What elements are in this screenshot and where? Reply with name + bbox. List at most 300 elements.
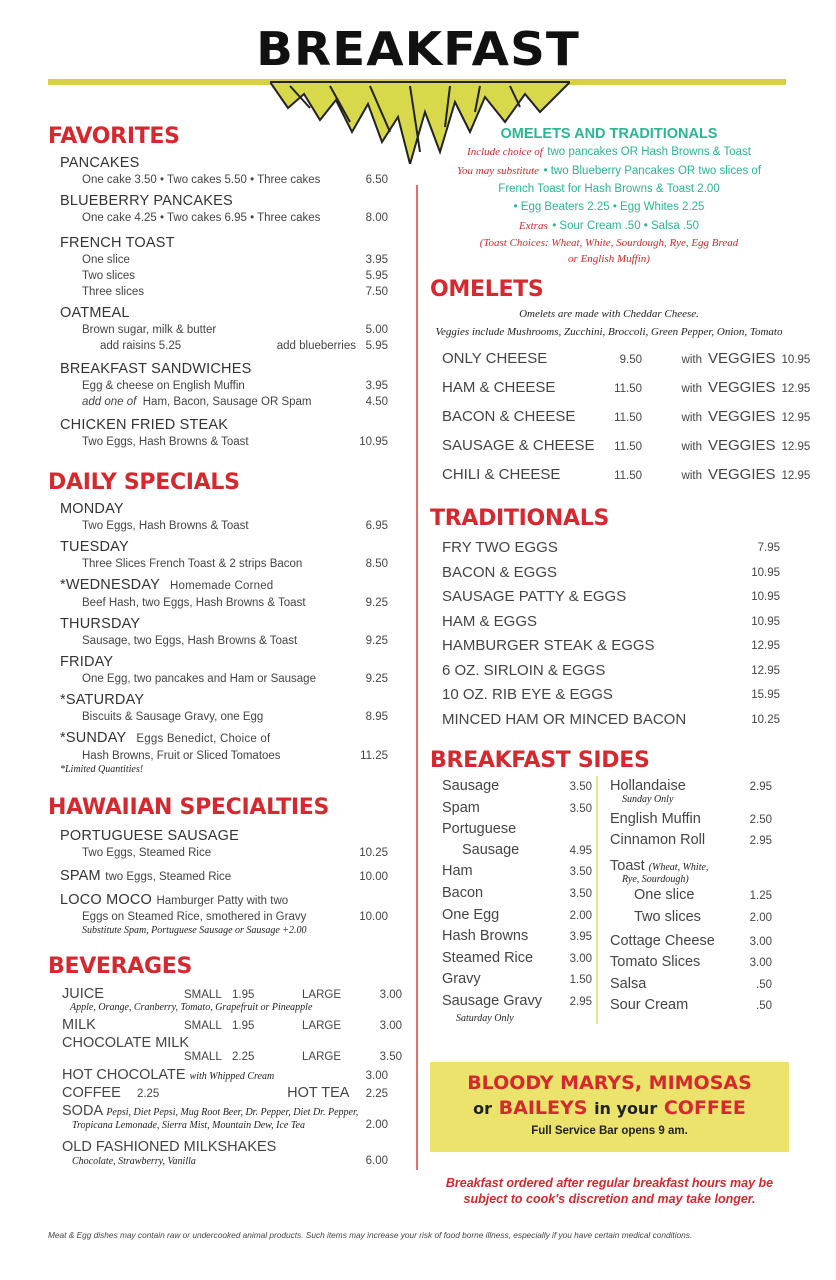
side-name: Spam: [442, 799, 480, 816]
omelet-veggies-label: VEGGIES: [708, 408, 776, 425]
traditional-name: 10 OZ. RIB EYE & EGGS: [442, 686, 613, 703]
choice-line: [430, 142, 788, 161]
sandwiches-price: 3.95: [365, 380, 388, 392]
choc-milk-small: SMALL: [184, 1051, 222, 1063]
day-row: [48, 671, 388, 687]
om-trad-heading: OMELETS AND TRADITIONALS: [500, 126, 718, 142]
side-row: [442, 969, 596, 991]
juice-note: Apple, Orange, Cranberry, Tomato, Grapefruit or Pineapple: [70, 1002, 313, 1013]
side-name: Sausage Gravy: [442, 992, 542, 1009]
side-name: Bacon: [442, 884, 484, 901]
sides-heading: BREAKFAST SIDES: [430, 748, 650, 773]
oatmeal-name: OATMEAL: [60, 305, 130, 321]
side-name: Sausage: [462, 841, 520, 858]
toast-choices-2: or English Muffin): [568, 253, 650, 265]
omelet-name: HAM & CHEESE: [442, 379, 556, 396]
sandwiches-addon-label: add one of: [82, 396, 137, 408]
side-name: Portuguese: [442, 821, 517, 838]
sub-line: [430, 161, 788, 180]
side-name: Tomato Slices: [610, 954, 701, 971]
side-name: One Egg: [442, 906, 500, 923]
french-toast-name: FRENCH TOAST: [60, 235, 175, 251]
milk-small-price: 1.95: [232, 1020, 255, 1032]
omelet-veggies-label: VEGGIES: [708, 437, 776, 454]
ft-price-2: 5.95: [365, 270, 388, 282]
day-name: TUESDAY: [60, 539, 129, 555]
extras-text: • Sour Cream .50 • Salsa .50: [552, 220, 699, 232]
side-name: Steamed Rice: [442, 949, 534, 966]
side-name: Gravy: [442, 971, 481, 988]
omelet-veggie-price: 12.95: [781, 441, 811, 453]
traditional-name: SAUSAGE PATTY & EGGS: [442, 588, 627, 605]
hot-choc-price: 3.00: [365, 1070, 388, 1082]
toast-note-2: Rye, Sourdough): [622, 874, 689, 886]
tea-name: HOT TEA: [287, 1085, 350, 1101]
milk-row: [62, 1017, 402, 1033]
coffee-name: COFFEE: [62, 1085, 121, 1101]
day-line: [48, 691, 388, 709]
oatmeal-blueberries: add blueberries: [276, 340, 357, 352]
hot-choc-name: HOT CHOCOLATE: [62, 1067, 186, 1083]
day-row: [48, 633, 388, 649]
side-english: [610, 809, 776, 831]
omelet-list: [430, 345, 811, 490]
pancakes-row: [48, 172, 388, 188]
traditional-price: 12.95: [751, 640, 780, 652]
sub-text-1: • two Blueberry Pancakes OR two slices of: [543, 165, 762, 177]
right-column: [430, 120, 811, 1024]
traditional-price: 12.95: [751, 664, 780, 677]
choc-milk-small-price: 2.25: [232, 1051, 255, 1063]
side-price: 2.00: [569, 909, 592, 922]
oatmeal-desc: Brown sugar, milk & butter: [82, 324, 217, 336]
side-price: 2.95: [749, 781, 772, 793]
side-row: [610, 974, 776, 996]
side-name: Toast: [610, 857, 645, 874]
bar-or: or: [473, 1099, 493, 1118]
ft-label-1: One slice: [82, 254, 130, 266]
traditional-name: BACON & EGGS: [442, 563, 558, 581]
omelet-with: with: [681, 441, 702, 453]
side-name: Cottage Cheese: [610, 932, 715, 949]
shakes-name: OLD FASHIONED MILKSHAKES: [62, 1139, 277, 1155]
sides-table: [430, 776, 788, 1024]
oatmeal-row: [48, 322, 388, 338]
day-price: 11.25: [360, 750, 388, 762]
juice-small-price: 1.95: [232, 989, 255, 1001]
day-price: 9.25: [365, 635, 388, 647]
side-price: 3.50: [569, 781, 592, 793]
beverages-heading: BEVERAGES: [48, 954, 193, 979]
traditional-name: MINCED HAM OR MINCED BACON: [442, 710, 687, 728]
side-price: 1.50: [569, 974, 592, 987]
daily-list: [48, 500, 388, 764]
traditional-row: [430, 659, 780, 684]
omelet-price: 11.50: [614, 470, 642, 482]
day-price: 6.95: [365, 520, 388, 532]
left-column: [48, 120, 402, 1167]
traditional-price: 15.95: [751, 689, 780, 701]
day-line: [48, 615, 388, 633]
omelet-veggies-label: VEGGIES: [708, 350, 776, 367]
side-price: 2.50: [749, 813, 772, 826]
traditional-row: [430, 585, 780, 610]
choc-milk-large: LARGE: [302, 1051, 341, 1063]
traditional-price: 10.25: [751, 713, 780, 726]
side-price: 2.95: [749, 835, 772, 848]
soda-price: 2.00: [365, 1119, 388, 1131]
side-two-slices: [610, 907, 776, 929]
side-row: [442, 819, 596, 840]
ft-row-2: [48, 268, 388, 284]
bar-in-your: in your: [594, 1099, 658, 1118]
omelet-veggie-price: 10.95: [781, 354, 811, 366]
day-inline: Homemade Corned: [170, 580, 274, 592]
omelet-name: ONLY CHEESE: [442, 350, 548, 367]
side-price: 2.00: [749, 911, 772, 924]
omelet-veggie: [708, 461, 811, 490]
daily-special: [48, 729, 388, 764]
side-name: Two slices: [634, 908, 701, 925]
chicken-desc: Two Eggs, Hash Browns & Toast: [82, 436, 249, 448]
day-desc: Hash Browns, Fruit or Sliced Tomatoes: [82, 750, 281, 762]
blueberry-options: One cake 4.25 • Two cakes 6.95 • Three cakes: [82, 212, 321, 224]
oatmeal-addons: [48, 338, 388, 354]
daily-special: [48, 576, 388, 611]
hot-choc-note: with Whipped Cream: [189, 1071, 275, 1082]
omelet-row: [430, 403, 811, 432]
pancakes-options: One cake 3.50 • Two cakes 5.50 • Three cakes: [82, 174, 321, 186]
portuguese-desc: Two Eggs, Steamed Rice: [82, 847, 212, 859]
milk-small: SMALL: [184, 1020, 222, 1032]
side-price: .50: [756, 978, 772, 991]
side-price: 3.00: [569, 952, 592, 965]
spam-name: SPAM: [60, 868, 101, 884]
day-desc: Beef Hash, two Eggs, Hash Browns & Toast: [82, 597, 306, 609]
bar-line-2: [430, 1096, 789, 1121]
side-row: [610, 952, 776, 974]
chicken-row: [48, 434, 388, 450]
juice-name: JUICE: [62, 986, 104, 1002]
sandwiches-addon-text: Ham, Bacon, Sausage OR Spam: [142, 396, 312, 408]
omelet-row: [430, 461, 811, 490]
traditional-price: 10.95: [751, 615, 780, 628]
side-price: .50: [756, 1000, 772, 1013]
side-price: 3.00: [749, 957, 772, 970]
side-price: 3.95: [569, 931, 592, 944]
soda-row: [62, 1119, 388, 1131]
side-price: 2.95: [569, 995, 592, 1008]
sandwiches-name: BREAKFAST SANDWICHES: [60, 361, 252, 377]
omelet-veggie: [708, 345, 811, 374]
sunday-only-note: Sunday Only: [622, 793, 674, 805]
omelet-veggie: [708, 432, 811, 461]
omelet-veggie-price: 12.95: [781, 383, 811, 395]
ft-row-3: [48, 284, 388, 300]
side-name: Hollandaise: [610, 778, 686, 794]
omelet-price: 9.50: [619, 354, 642, 366]
sides-col-2: [598, 776, 776, 1024]
shakes-row: [62, 1155, 388, 1167]
sandwiches-addon: [48, 394, 388, 410]
day-name: *SUNDAY: [60, 730, 127, 746]
favorites-heading: FAVORITES: [48, 124, 180, 149]
juice-row: [62, 986, 402, 1002]
side-name: Hash Browns: [442, 928, 529, 945]
omelet-with: with: [681, 354, 702, 366]
day-name: THURSDAY: [60, 616, 141, 632]
bar-line-1: BLOODY MARYS, MIMOSAS: [467, 1072, 752, 1094]
omelet-veggies-label: VEGGIES: [708, 379, 776, 396]
soda-name: SODA: [62, 1103, 103, 1119]
choc-milk-row: [62, 1051, 402, 1063]
toast-choices-1: (Toast Choices: Wheat, White, Sourdough, Rye, Egg Bread: [479, 237, 739, 249]
coffee-row: [62, 1085, 388, 1101]
side-name: Sausage: [442, 778, 500, 794]
ft-price-3: 7.50: [365, 286, 388, 298]
hawaiian-heading: HAWAIIAN SPECIALTIES: [48, 795, 330, 820]
omelet-veggie-price: 12.95: [781, 470, 811, 482]
omelets-note-1: Omelets are made with Cheddar Cheese.: [519, 308, 699, 320]
daily-special: [48, 691, 388, 725]
limited-note: *Limited Quantities!: [60, 764, 144, 775]
choice-label: Include choice of: [467, 146, 543, 158]
day-desc: One Egg, two pancakes and Ham or Sausage: [82, 673, 316, 685]
omelet-price: 11.50: [614, 441, 642, 453]
side-name: Sour Cream: [610, 997, 689, 1014]
sub-text-2: French Toast for Hash Browns & Toast 2.00: [498, 183, 720, 195]
blueberry-name: BLUEBERRY PANCAKES: [60, 193, 233, 209]
side-cinnamon: [610, 830, 776, 852]
extras-line: [430, 216, 788, 235]
pancakes-name: PANCAKES: [60, 155, 140, 171]
traditional-price: 7.95: [757, 542, 780, 554]
portuguese-price: 10.25: [359, 847, 388, 859]
omelet-veggie: [708, 403, 811, 432]
day-desc: Three Slices French Toast & 2 strips Bacon: [82, 558, 303, 570]
juice-large: LARGE: [302, 989, 341, 1001]
side-name: One slice: [634, 887, 695, 904]
day-price: 9.25: [365, 673, 388, 685]
loco-name: LOCO MOCO: [60, 892, 153, 908]
bar-baileys: BAILEYS: [498, 1097, 588, 1119]
spam-row: [48, 867, 388, 885]
ft-price-1: 3.95: [365, 254, 388, 266]
sandwiches-addon-price: 4.50: [365, 396, 388, 408]
day-price: 8.95: [365, 711, 388, 723]
spam-price: 10.00: [359, 871, 388, 883]
omelet-with: with: [681, 412, 702, 424]
sub-label: You may substitute: [456, 165, 540, 177]
oatmeal-blue-price: 5.95: [365, 340, 388, 352]
side-row: [442, 991, 596, 1013]
spam-desc: two Eggs, Steamed Rice: [105, 871, 232, 883]
day-row: [48, 556, 388, 572]
omelet-veggies-label: VEGGIES: [708, 466, 776, 483]
omelet-with: with: [681, 470, 702, 482]
omelet-with: with: [681, 383, 702, 395]
traditional-name: FRY TWO EGGS: [442, 539, 558, 556]
side-price: 1.25: [749, 890, 772, 903]
side-row: [442, 883, 596, 905]
blueberry-price: 8.00: [365, 212, 388, 224]
side-name: Ham: [442, 863, 473, 880]
omelet-name: CHILI & CHEESE: [442, 466, 561, 483]
shakes-price: 6.00: [365, 1155, 388, 1167]
day-name: *SATURDAY: [60, 692, 145, 708]
traditional-name: HAMBURGER STEAK & EGGS: [442, 637, 655, 654]
traditional-row: [430, 634, 780, 659]
ft-label-2: Two slices: [82, 270, 136, 282]
traditional-row: [430, 683, 780, 708]
egg-options: • Egg Beaters 2.25 • Egg Whites 2.25: [513, 201, 705, 213]
choc-milk-large-price: 3.50: [379, 1051, 402, 1063]
day-desc: Biscuits & Sausage Gravy, one Egg: [82, 711, 264, 723]
traditional-price: 10.95: [751, 566, 780, 579]
shakes-note: Chocolate, Strawberry, Vanilla: [72, 1156, 196, 1167]
oatmeal-price: 5.00: [365, 324, 388, 336]
chicken-name: CHICKEN FRIED STEAK: [60, 417, 229, 433]
day-desc: Two Eggs, Hash Browns & Toast: [82, 520, 249, 532]
side-one-slice: [610, 885, 776, 907]
loco-row: [48, 909, 388, 925]
day-inline: Eggs Benedict, Choice of: [136, 733, 271, 745]
pancakes-price: 6.50: [365, 174, 388, 186]
hot-choc-row: [62, 1067, 388, 1083]
omelet-price: 11.50: [614, 412, 642, 424]
side-row: [610, 995, 776, 1017]
juice-small: SMALL: [184, 989, 222, 1001]
traditionals-heading: TRADITIONALS: [430, 506, 610, 531]
milk-large: LARGE: [302, 1020, 341, 1032]
soda-note2: Tropicana Lemonade, Sierra Mist, Mountain Dew, Ice Tea: [72, 1120, 305, 1131]
side-price: 3.50: [569, 887, 592, 900]
traditionals-list: [430, 536, 788, 732]
loco-price: 10.00: [359, 911, 388, 923]
omelet-veggie: [708, 374, 811, 403]
day-line: [48, 500, 388, 518]
sandwiches-row: [48, 378, 388, 394]
daily-special: [48, 653, 388, 687]
chicken-price: 10.95: [359, 436, 388, 448]
ft-label-3: Three slices: [82, 286, 144, 298]
day-row: [48, 709, 388, 725]
day-line: [48, 538, 388, 556]
toast-note-1: (Wheat, White,: [648, 861, 709, 873]
extras-label: Extras: [519, 220, 548, 232]
daily-special: [48, 538, 388, 572]
omelets-note-2: Veggies include Mushrooms, Zucchini, Broccoli, Green Pepper, Onion, Tomato: [435, 326, 783, 338]
portuguese-row: [48, 845, 388, 861]
sandwiches-desc: Egg & cheese on English Muffin: [82, 380, 245, 392]
coffee-price: 2.25: [136, 1088, 160, 1100]
late-order-note: Breakfast ordered after regular breakfast hours may be subject to cook's discretion and may take longer.: [445, 1176, 774, 1206]
page-title: BREAKFAST: [256, 22, 580, 76]
traditional-price: 10.95: [751, 591, 780, 603]
bar-banner: [430, 1062, 789, 1152]
column-divider: [416, 185, 418, 1170]
bar-hours: Full Service Bar opens 9 am.: [531, 1125, 688, 1137]
traditional-name: 6 OZ. SIRLOIN & EGGS: [442, 661, 606, 679]
side-row: [442, 840, 596, 862]
omelet-veggie-price: 12.95: [781, 412, 811, 424]
side-price: 3.50: [569, 802, 592, 815]
choice-text: two pancakes OR Hash Browns & Toast: [547, 146, 751, 158]
daily-special: [48, 500, 388, 534]
omelet-name: SAUSAGE & CHEESE: [442, 437, 595, 454]
day-line: [48, 729, 388, 748]
side-name: Cinnamon Roll: [610, 832, 706, 849]
day-name: MONDAY: [60, 501, 124, 517]
day-row: [48, 595, 388, 611]
loco-desc2: Eggs on Steamed Rice, smothered in Gravy: [82, 911, 307, 923]
day-price: 9.25: [365, 597, 388, 609]
traditional-name: HAM & EGGS: [442, 612, 538, 630]
portuguese-name: PORTUGUESE SAUSAGE: [60, 828, 239, 844]
traditional-row: [430, 610, 780, 635]
side-row: [442, 798, 596, 820]
side-row: [442, 905, 596, 927]
loco-substitute: [48, 925, 388, 936]
traditional-row: [430, 561, 780, 586]
side-row: [610, 931, 776, 953]
omelet-price: 11.50: [614, 383, 642, 395]
tea-price: 2.25: [365, 1088, 388, 1100]
loco-sub-price: +2.00: [282, 925, 307, 936]
blueberry-row: [48, 210, 388, 226]
daily-special: [48, 615, 388, 649]
side-row: [442, 926, 596, 948]
day-row: [48, 518, 388, 534]
omelet-row: [430, 432, 811, 461]
footer-disclaimer: Meat & Egg dishes may contain raw or undercooked animal products. Such items may increase your risk of food borne illness, especially if you have certain medical conditions.: [48, 1230, 693, 1240]
side-row: [442, 948, 596, 970]
day-price: 8.50: [365, 558, 388, 570]
omelet-name: BACON & CHEESE: [442, 408, 576, 425]
loco-sub-text: Substitute Spam, Portuguese Sausage or Sausage: [82, 925, 280, 936]
sat-only-note: Saturday Only: [456, 1012, 514, 1024]
omelet-row: [430, 345, 811, 374]
bar-coffee: COFFEE: [663, 1097, 746, 1119]
traditional-row: [430, 708, 780, 733]
day-row: [48, 748, 388, 764]
ft-row-1: [48, 252, 388, 268]
traditional-row: [430, 536, 780, 561]
choc-milk-name: CHOCOLATE MILK: [62, 1035, 190, 1051]
juice-large-price: 3.00: [379, 989, 402, 1001]
day-line: [48, 653, 388, 671]
milk-name: MILK: [62, 1017, 96, 1033]
side-price: 3.00: [749, 935, 772, 948]
loco-desc1: Hamburger Patty with two: [156, 895, 289, 907]
oatmeal-raisins: add raisins 5.25: [100, 340, 182, 352]
loco-moco-line: [48, 891, 388, 909]
soda-line: [62, 1103, 388, 1119]
side-row: [442, 776, 596, 798]
omelets-heading: OMELETS: [430, 277, 544, 302]
daily-heading: DAILY SPECIALS: [48, 470, 240, 495]
milk-large-price: 3.00: [379, 1020, 402, 1032]
side-row: [442, 861, 596, 883]
day-desc: Sausage, two Eggs, Hash Browns & Toast: [82, 635, 298, 647]
omelet-row: [430, 374, 811, 403]
side-name: Salsa: [610, 975, 647, 992]
side-price: 4.95: [569, 844, 592, 857]
day-name: FRIDAY: [60, 654, 114, 670]
side-name: English Muffin: [610, 810, 701, 827]
side-price: 3.50: [569, 866, 592, 879]
day-name: *WEDNESDAY: [60, 577, 161, 593]
